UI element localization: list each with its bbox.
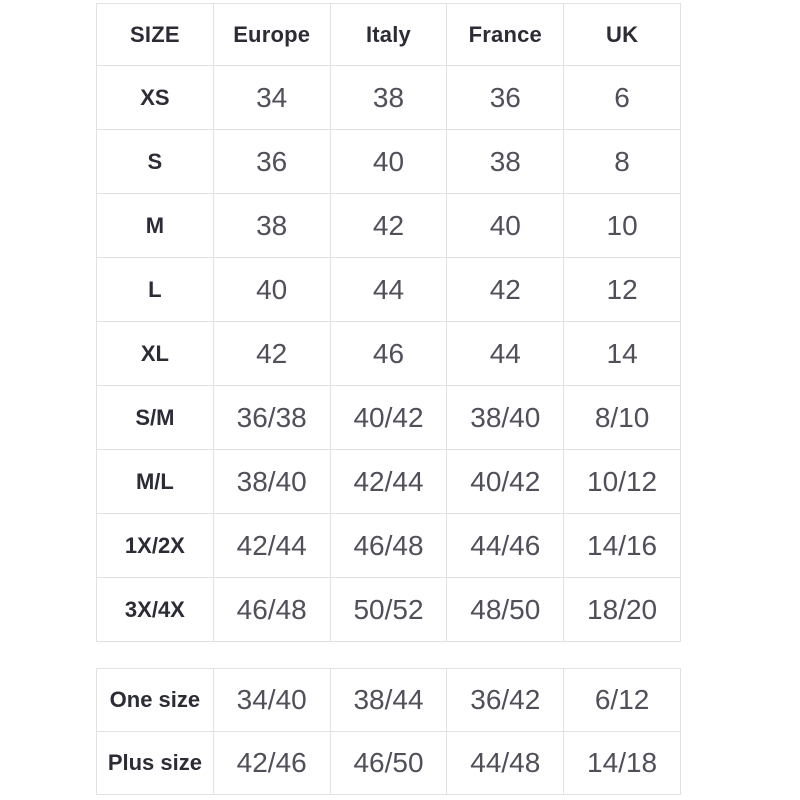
size-value: 40/42 (330, 386, 447, 450)
size-conversion-table (96, 3, 681, 642)
size-value: 10 (564, 194, 681, 258)
table-row-one-size (97, 669, 681, 732)
header-row (97, 4, 681, 66)
size-value: 40/42 (447, 450, 564, 514)
size-value: 8 (564, 130, 681, 194)
size-value: 8/10 (564, 386, 681, 450)
size-value: 38 (213, 194, 330, 258)
size-value: 48/50 (447, 578, 564, 642)
table-row-s (97, 130, 681, 194)
size-value: 42 (330, 194, 447, 258)
column-header-uk: UK (564, 4, 681, 66)
table-row-m-l (97, 450, 681, 514)
size-value: 44/46 (447, 514, 564, 578)
row-label-m-l: M/L (97, 450, 214, 514)
table-row-plus-size (97, 732, 681, 795)
size-value: 6 (564, 66, 681, 130)
row-label-s: S (97, 130, 214, 194)
size-value: 50/52 (330, 578, 447, 642)
size-value: 40 (330, 130, 447, 194)
table-row-m (97, 194, 681, 258)
size-value: 38 (447, 130, 564, 194)
table-row-s-m (97, 386, 681, 450)
column-header-france: France (447, 4, 564, 66)
size-value: 42/44 (330, 450, 447, 514)
table-row-1x-2x (97, 514, 681, 578)
size-value: 36/42 (447, 669, 564, 732)
size-value: 38/40 (213, 450, 330, 514)
column-header-europe: Europe (213, 4, 330, 66)
size-value: 36 (213, 130, 330, 194)
size-value: 46 (330, 322, 447, 386)
row-label-3x-4x: 3X/4X (97, 578, 214, 642)
size-value: 42/44 (213, 514, 330, 578)
size-value: 44/48 (447, 732, 564, 795)
row-label-plus-size: Plus size (97, 732, 214, 795)
table-row-3x-4x (97, 578, 681, 642)
size-value: 18/20 (564, 578, 681, 642)
size-value: 38/40 (447, 386, 564, 450)
size-value: 34 (213, 66, 330, 130)
size-value: 6/12 (564, 669, 681, 732)
table-row-xl (97, 322, 681, 386)
column-header-italy: Italy (330, 4, 447, 66)
size-value: 34/40 (213, 669, 330, 732)
row-label-xs: XS (97, 66, 214, 130)
size-value: 10/12 (564, 450, 681, 514)
size-value: 42 (213, 322, 330, 386)
size-value: 42 (447, 258, 564, 322)
row-label-one-size: One size (97, 669, 214, 732)
size-value: 44 (330, 258, 447, 322)
size-value: 40 (213, 258, 330, 322)
row-label-1x-2x: 1X/2X (97, 514, 214, 578)
size-value: 46/50 (330, 732, 447, 795)
size-value: 12 (564, 258, 681, 322)
size-value: 14/16 (564, 514, 681, 578)
size-value: 36/38 (213, 386, 330, 450)
size-value: 36 (447, 66, 564, 130)
row-label-xl: XL (97, 322, 214, 386)
row-label-m: M (97, 194, 214, 258)
size-value: 40 (447, 194, 564, 258)
column-header-size: SIZE (97, 4, 214, 66)
size-value: 44 (447, 322, 564, 386)
special-sizes-table (96, 668, 681, 795)
size-value: 14/18 (564, 732, 681, 795)
row-label-s-m: S/M (97, 386, 214, 450)
size-value: 46/48 (213, 578, 330, 642)
table-row-xs (97, 66, 681, 130)
row-label-l: L (97, 258, 214, 322)
table-row-l (97, 258, 681, 322)
size-value: 14 (564, 322, 681, 386)
size-value: 38/44 (330, 669, 447, 732)
size-value: 46/48 (330, 514, 447, 578)
size-value: 42/46 (213, 732, 330, 795)
size-value: 38 (330, 66, 447, 130)
